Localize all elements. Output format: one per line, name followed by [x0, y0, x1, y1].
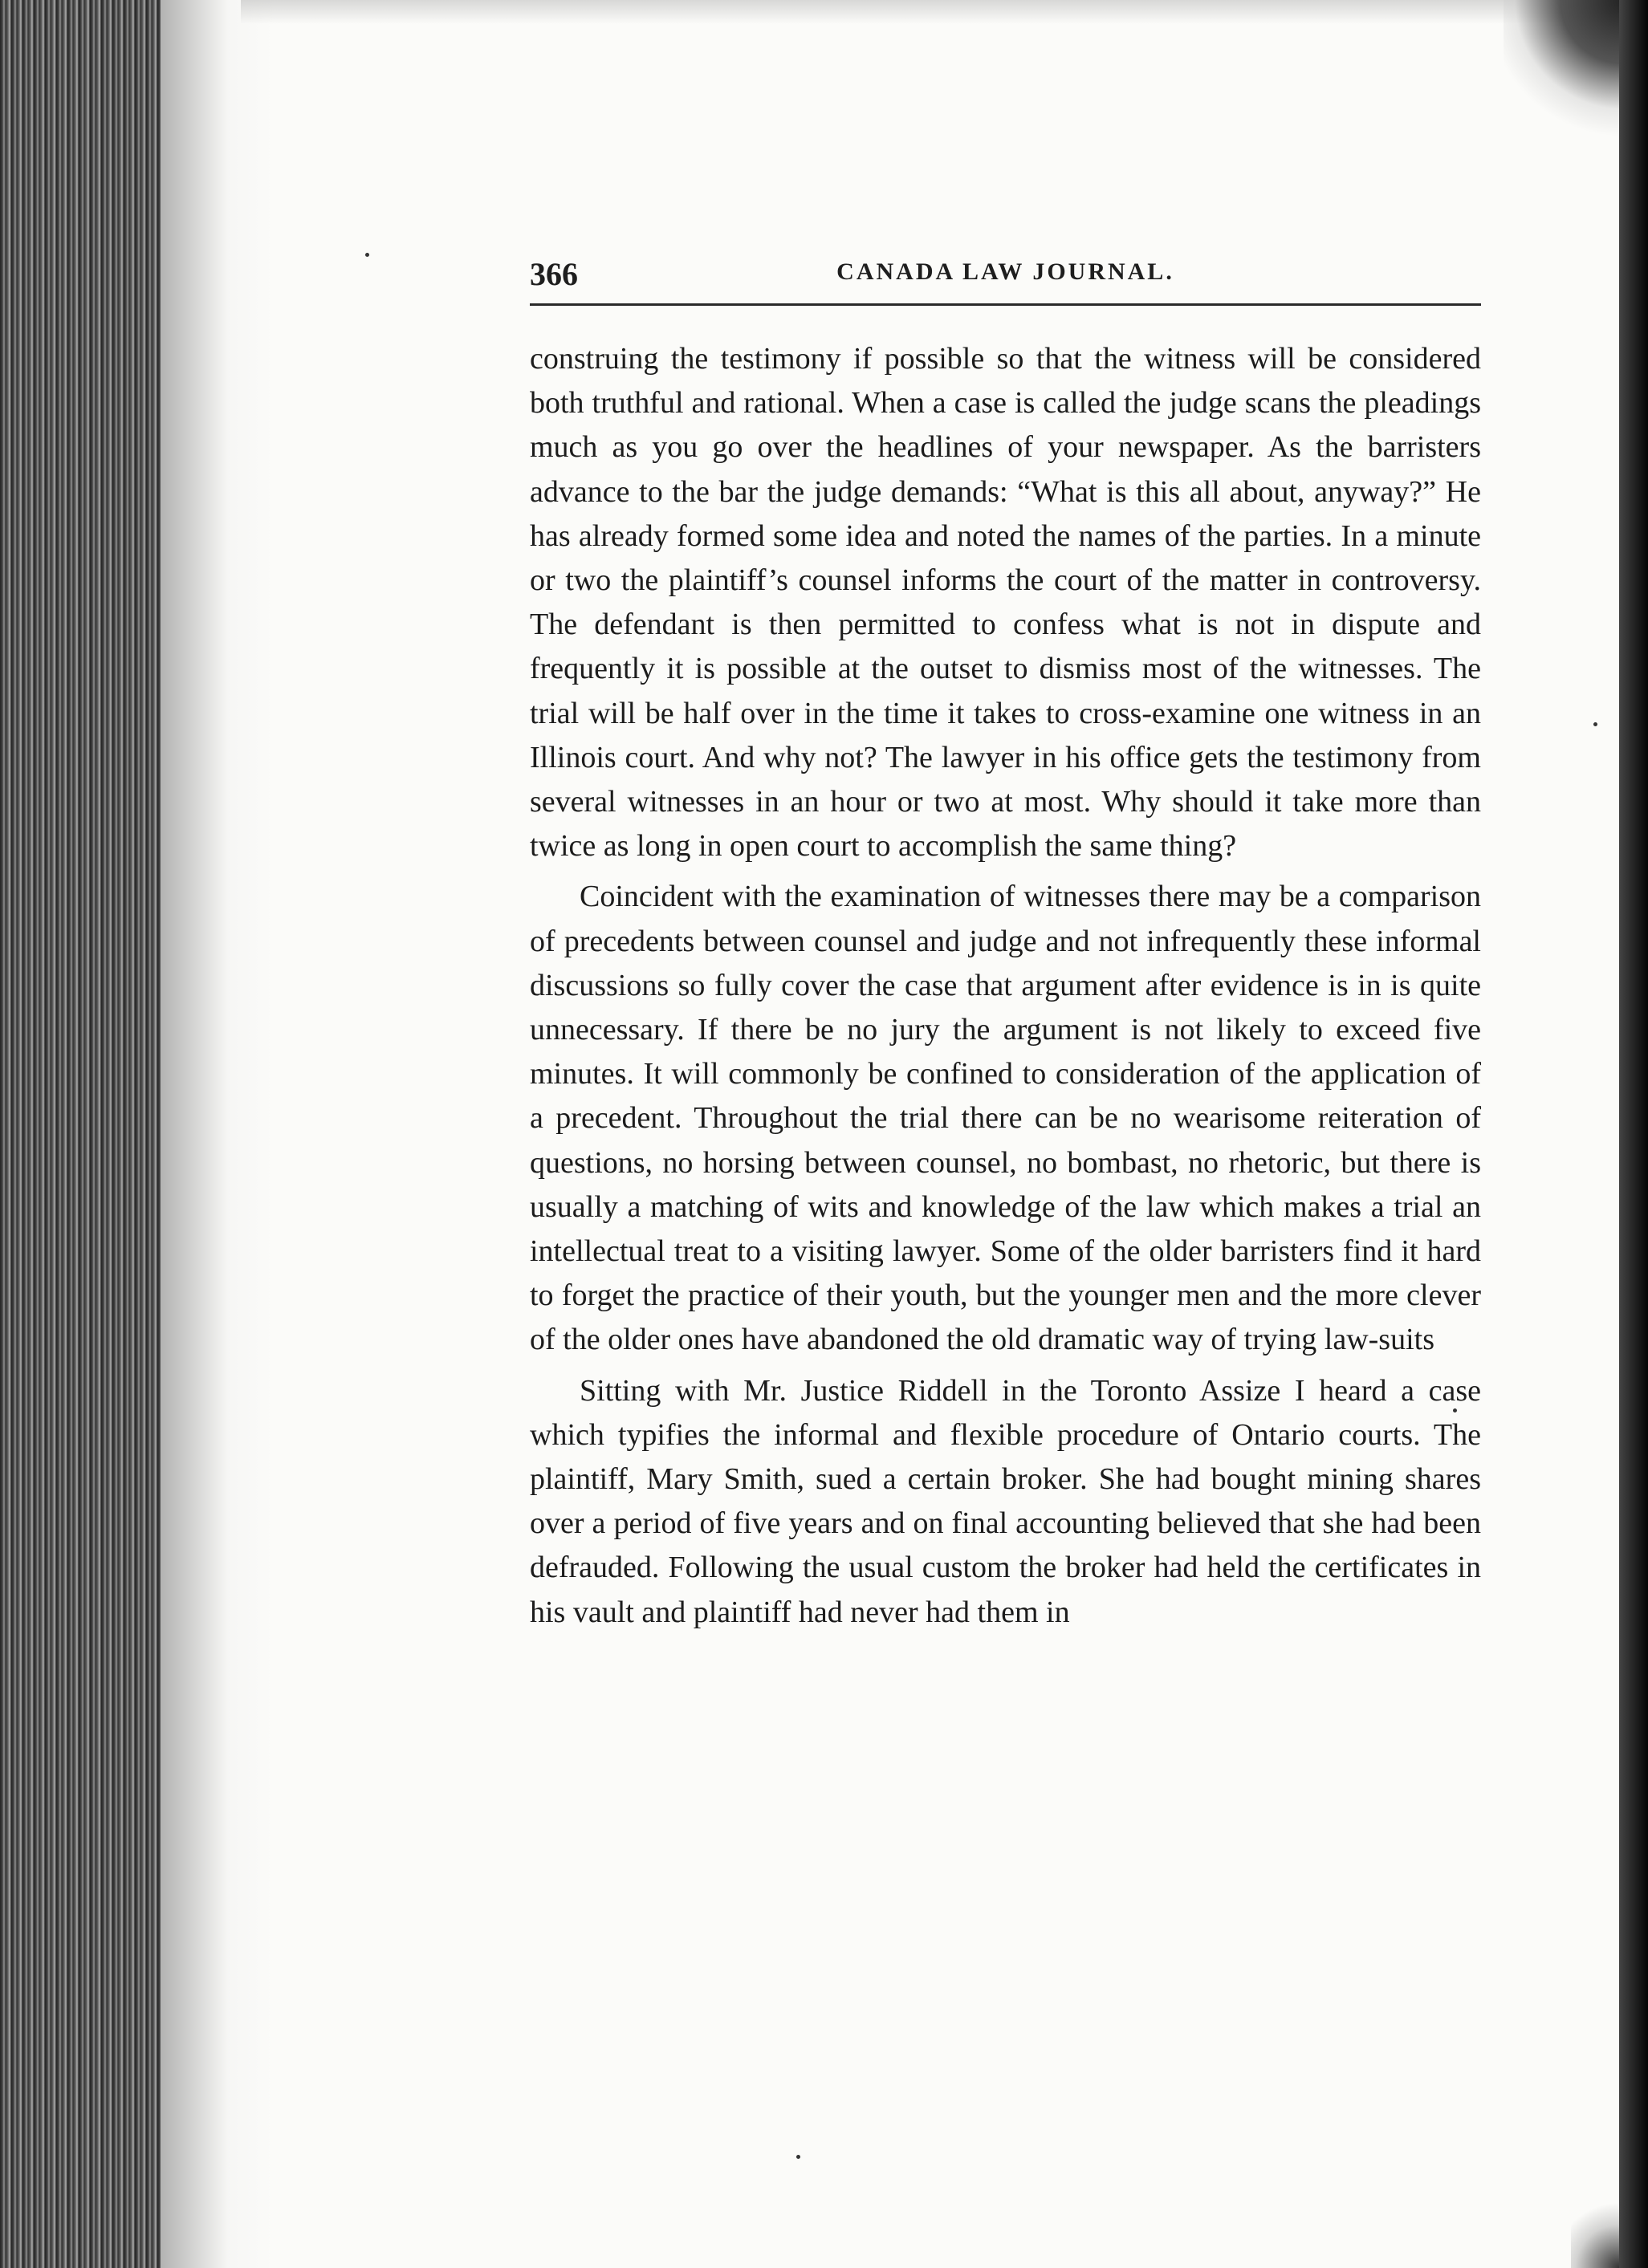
corner-shadow-bottom-right — [1571, 2196, 1619, 2268]
paragraph-3: Sitting with Mr. Justice Riddell in the Toronto Assize I heard a case which typifies the informal and flexible procedure of Ontario courts. The plaintiff, Mary Smith, sued a certain broker. She had bought mining shares over a period of five years and on final accounting believed that she had been defrauded. Following the usual custom the broker had held the certificates in his vault and plaintiff had never had them in — [530, 1373, 1481, 1629]
top-edge-shadow — [241, 0, 1605, 24]
header-rule — [530, 303, 1481, 306]
scan-speck — [796, 2155, 800, 2159]
scan-speck — [365, 253, 369, 257]
page-header — [530, 250, 1481, 303]
scan-speck — [1453, 1408, 1457, 1412]
paragraph-1: construing the testimony if possible so that the witness will be considered both truthful and rational. When a case is called the judge scans the pleadings much as you go over the headlines of your newspaper. As the barristers advance to the bar the judge demands: “What is this all about, anyway?” He has already formed some idea and noted the names of the parties. In a minute or two the plaintiff’s counsel informs the court of the matter in controversy. The defendant is then permitted to confess what is not in dispute and frequently it is possible at the outset to dismiss most of the witnesses. The trial will be half over in the time it takes to cross-examine one witness in an Illinois court. And why not? The lawyer in his office gets the testimony from several witnesses in an hour or two at most. Why should it take more than twice as long in open court to accomplish the same thing? — [530, 342, 1481, 864]
corner-shadow-top-right — [1504, 0, 1624, 136]
page-number: 366 — [530, 256, 578, 292]
running-head: CANADA LAW JOURNAL. — [836, 258, 1174, 285]
scan-speck — [1593, 722, 1597, 726]
binding-edge-shadow — [0, 0, 161, 2268]
right-edge-shadow — [1619, 0, 1648, 2268]
body-text — [530, 337, 1481, 1641]
binding-fade — [161, 0, 273, 2268]
paragraph-2: Coincident with the examination of witnesses there may be a comparison of precedents between counsel and judge and not infrequently these informal discussions so fully cover the case that argument after evidence is in is quite unnecessary. If there be no jury the argument is not likely to exceed five minutes. It will commonly be confined to consideration of the application of a precedent. Throughout the trial there can be no wearisome reiteration of questions, no horsing between counsel, no bombast, no rhetoric, but there is usually a matching of wits and knowledge of the law which makes a trial an intellectual treat to a visiting lawyer. Some of the older barristers find it hard to forget the practice of their youth, but the younger men and the more clever of the older ones have abandoned the old dramatic way of trying law-suits — [530, 880, 1481, 1357]
